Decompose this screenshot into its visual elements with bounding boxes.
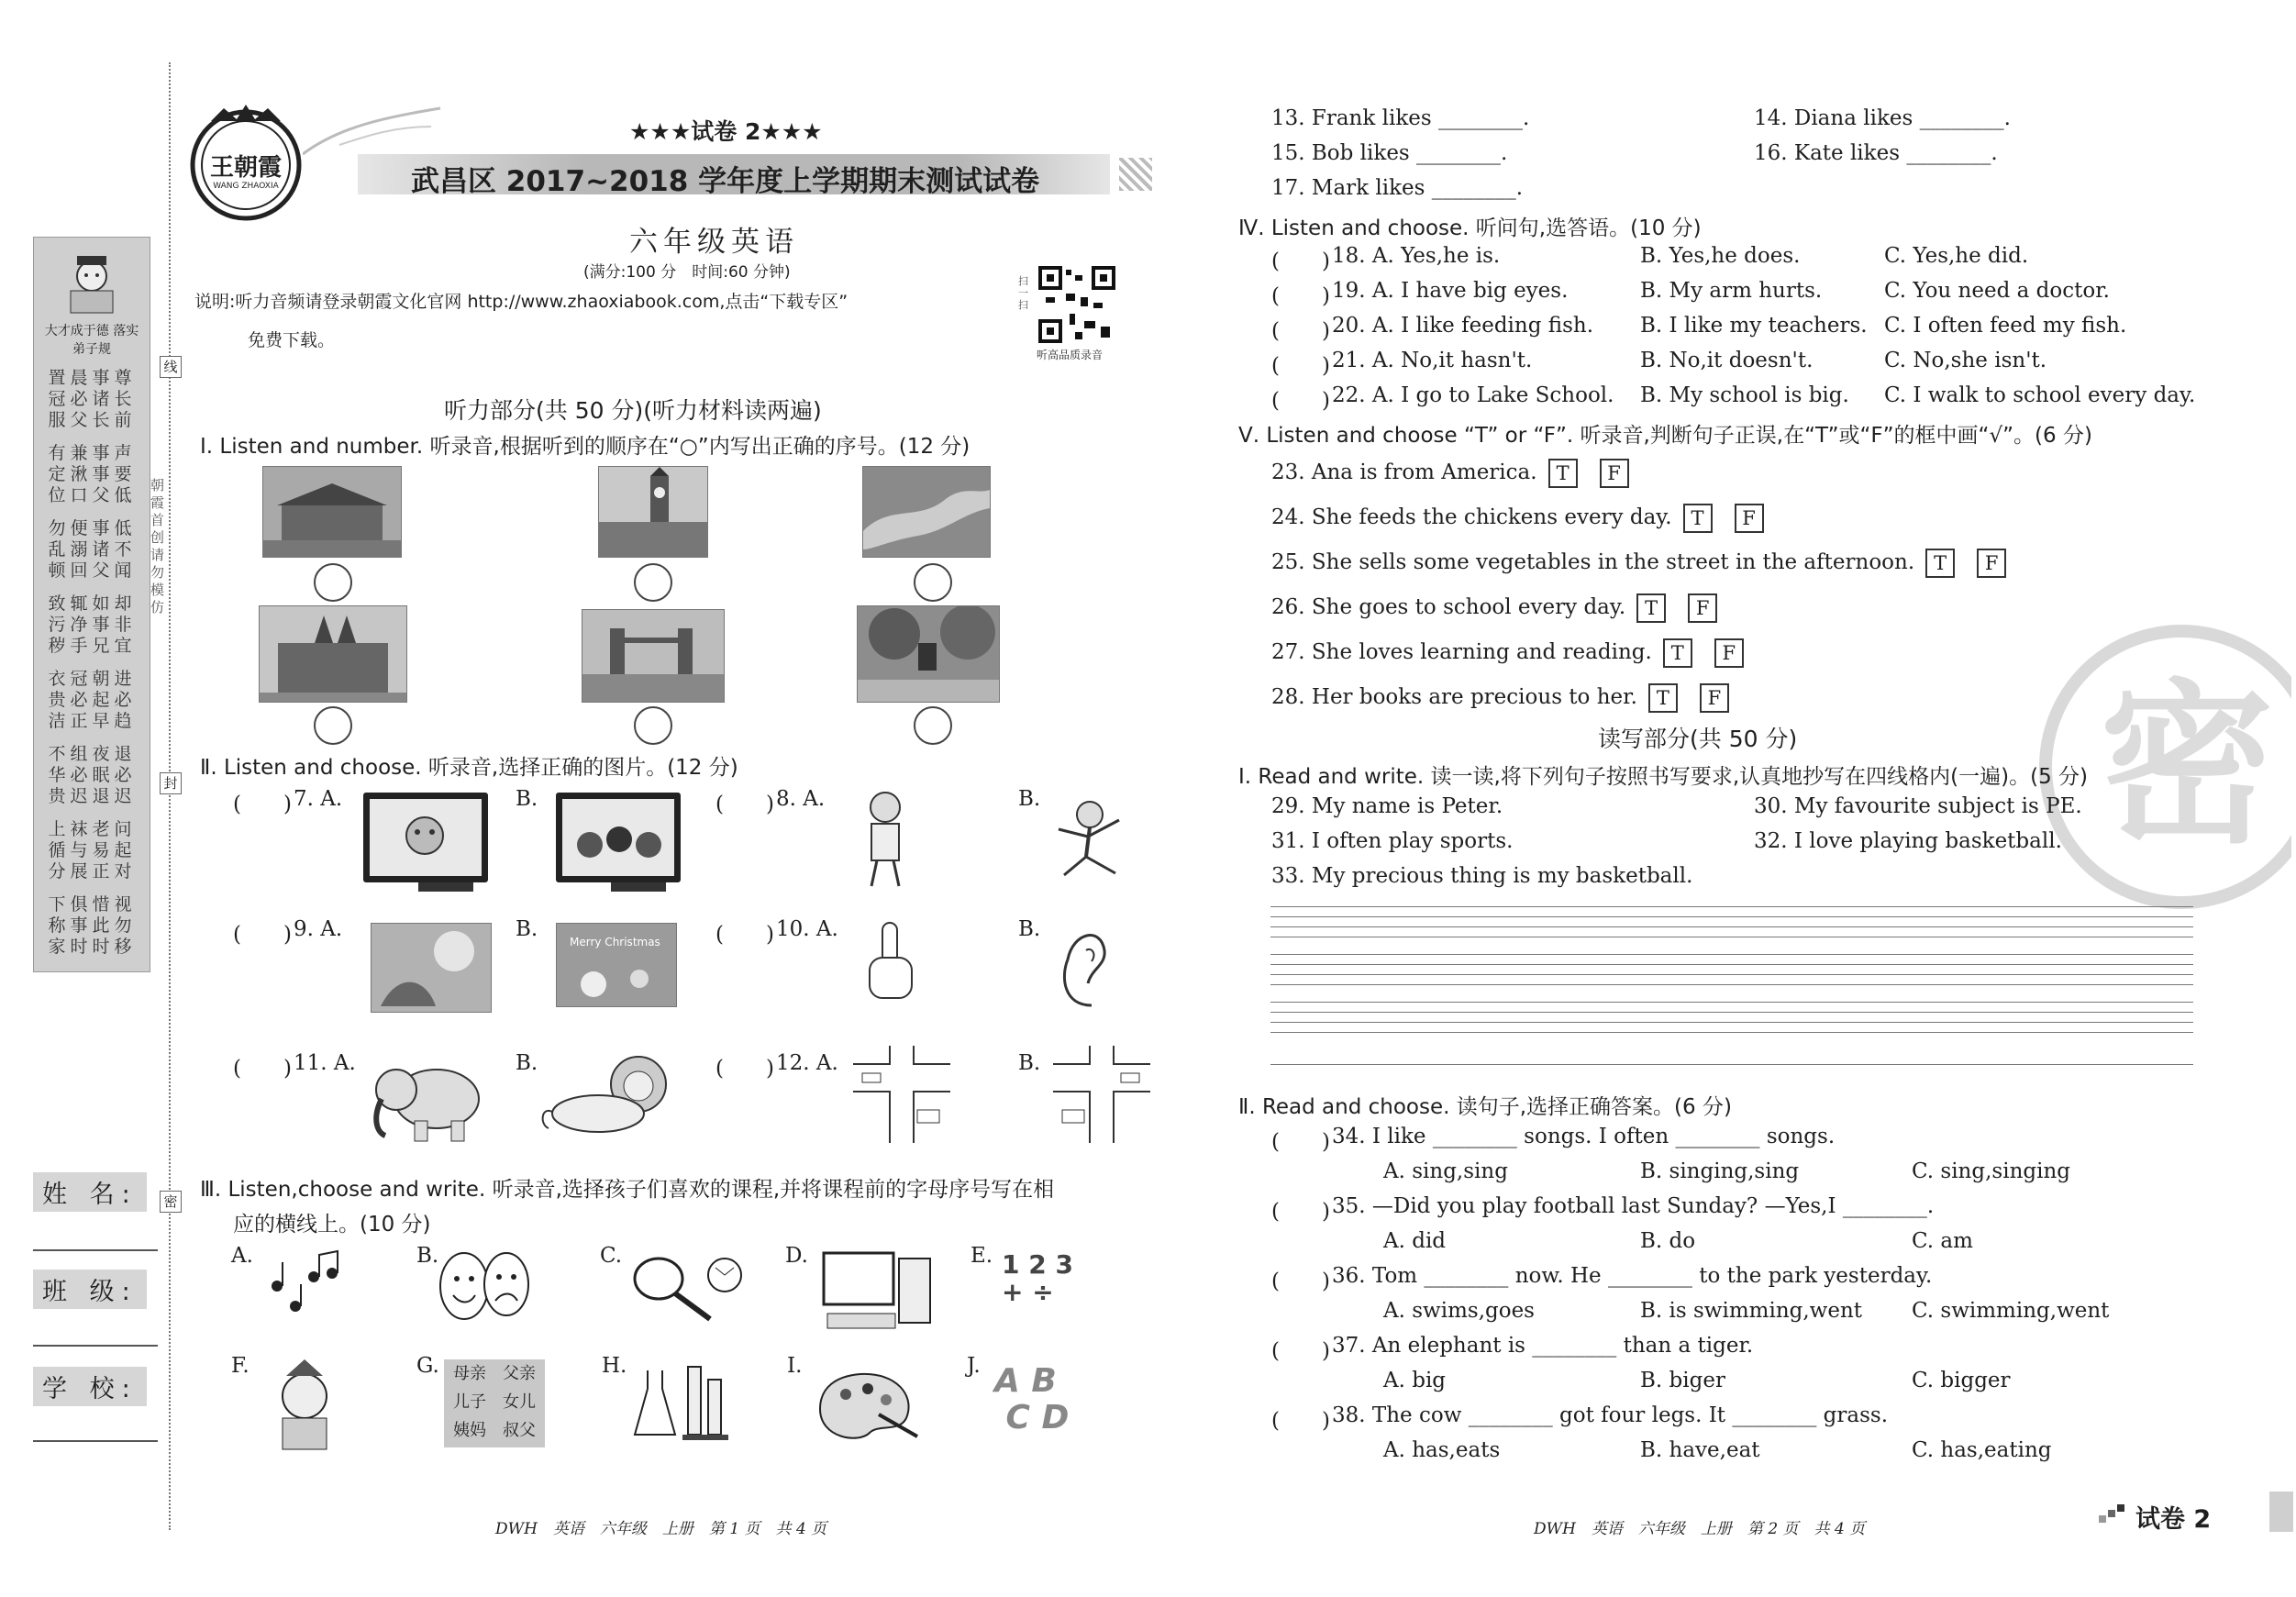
motto-column: 朝起早 — [92, 669, 110, 731]
q37-question: 37. An elephant is ________ than a tiger. — [1332, 1334, 1754, 1358]
motto-column: 低不闻 — [114, 518, 132, 581]
q22-option-b[interactable]: B. My school is big. — [1640, 383, 1849, 407]
rw-section-2-title: Ⅱ. Read and choose. 读句子,选择正确答案。(6 分) — [1238, 1095, 1732, 1119]
tf-row-27 — [1271, 638, 1744, 668]
school-line[interactable] — [33, 1440, 158, 1442]
q20-option-c[interactable]: C. I often feed my fish. — [1884, 314, 2127, 338]
motto-column: 置冠服 — [48, 368, 66, 430]
writing-line[interactable] — [1270, 984, 2193, 985]
s3-letter-e: E. — [971, 1244, 993, 1268]
binding-strip — [33, 237, 150, 972]
cut-line — [169, 62, 171, 1530]
q9-blank[interactable]: ( ) — [233, 923, 292, 947]
s3-letter-i: I. — [787, 1354, 803, 1378]
writing-line[interactable] — [1270, 1022, 2193, 1023]
cut-mark-mi: 密 — [160, 1191, 182, 1213]
false-box[interactable]: F — [1735, 504, 1764, 533]
photo-great-wall — [862, 466, 991, 558]
q34-option-a[interactable]: A. sing,sing — [1383, 1159, 1508, 1183]
brand-subname: WANG ZHAOXIA — [213, 182, 279, 191]
vertical-notice: 朝霞首创 请勿模仿 — [150, 477, 165, 616]
music-notes-icon — [259, 1249, 350, 1314]
class-label: 班 级: — [33, 1270, 147, 1309]
true-box[interactable]: T — [1636, 593, 1666, 623]
q31-sentence: 31. I often play sports. — [1271, 829, 1514, 853]
q9-a-mid-autumn-card — [371, 923, 492, 1013]
answer-circle-1[interactable] — [314, 563, 352, 602]
q10-a-finger-icon — [860, 921, 925, 1004]
true-box[interactable]: T — [1925, 549, 1955, 578]
brand-name: 王朝霞 — [209, 154, 282, 182]
listening-header: 听力部分(共 50 分)(听力材料读两遍) — [444, 397, 822, 424]
q35-option-c[interactable]: C. am — [1912, 1229, 1973, 1253]
q8-b-label: B. — [1018, 787, 1041, 811]
q35-blank[interactable]: ( ) — [1271, 1200, 1330, 1224]
motto-column: 衣贵洁 — [48, 669, 66, 731]
q34-option-b[interactable]: B. singing,sing — [1640, 1159, 1800, 1183]
writing-line[interactable] — [1270, 1012, 2193, 1013]
motto-column: 不华贵 — [48, 744, 66, 806]
q38-option-c[interactable]: C. has,eating — [1912, 1438, 2052, 1462]
q22-option-c[interactable]: C. I walk to school every day. — [1884, 383, 2196, 407]
true-box[interactable]: T — [1648, 683, 1678, 713]
q19-option-a[interactable]: 19. A. I have big eyes. — [1332, 279, 1569, 303]
tf-statement: 23. Ana is from America. — [1271, 460, 1537, 484]
q36-option-c[interactable]: C. swimming,went — [1912, 1299, 2110, 1323]
motto-column: 上循分 — [48, 819, 66, 882]
writing-line[interactable] — [1270, 964, 2193, 965]
q9-number: 9. A. — [294, 917, 343, 941]
qr-caption: 听高品质录音 — [1037, 349, 1104, 361]
q11-number: 11. A. — [294, 1051, 356, 1075]
true-box[interactable]: T — [1683, 504, 1713, 533]
scholar-cartoon — [47, 250, 137, 315]
false-box[interactable]: F — [1688, 593, 1717, 623]
false-box[interactable]: F — [1714, 638, 1744, 668]
s3-letter-d: D. — [785, 1244, 808, 1268]
motto-column: 下称家 — [48, 894, 66, 957]
writing-line[interactable] — [1270, 954, 2193, 955]
q11-b-label: B. — [516, 1051, 538, 1075]
q9-b-label: B. — [516, 917, 538, 941]
note-line-2: 免费下载。 — [248, 330, 336, 350]
q12-b-road-map-icon — [1053, 1046, 1150, 1143]
motto-column: 便溺回 — [70, 518, 88, 581]
q8-blank[interactable]: ( ) — [715, 793, 774, 816]
q22-option-a[interactable]: 22. A. I go to Lake School. — [1332, 383, 1614, 407]
abcd-letters-icon: A B C D — [994, 1362, 1070, 1436]
drama-masks-icon — [437, 1244, 532, 1326]
q10-b-ear-icon — [1055, 923, 1110, 1011]
qr-code-icon — [1038, 266, 1115, 343]
motto-column: 退必迟 — [114, 744, 132, 806]
q37-option-b[interactable]: B. biger — [1640, 1369, 1725, 1392]
answer-circle-6[interactable] — [914, 706, 952, 745]
q21-option-b[interactable]: B. No,it doesn't. — [1640, 349, 1814, 372]
motto-column: 视勿移 — [114, 894, 132, 957]
section-3-title-line-2: 应的横线上。(10 分) — [233, 1213, 431, 1237]
q20-option-b[interactable]: B. I like my teachers. — [1640, 314, 1868, 338]
writing-line[interactable] — [1270, 906, 2193, 907]
motto-column: 尊长前 — [114, 368, 132, 430]
school-label: 学 校: — [33, 1367, 147, 1406]
section-5-title: Ⅴ. Listen and choose “T” or “F”. 听录音,判断句子正误,在“T”或“F”的框中画“√”。(6 分) — [1238, 424, 2092, 448]
tf-statement: 24. She feeds the chickens every day. — [1271, 505, 1672, 529]
q8-a-tiger-icon — [844, 787, 926, 888]
motto-column: 事事父 — [92, 443, 110, 505]
motto-column: 兼湫口 — [70, 443, 88, 505]
q18-option-b[interactable]: B. Yes,he does. — [1640, 244, 1801, 268]
svg-text:Merry Christmas: Merry Christmas — [570, 936, 660, 948]
chinese-card-row-3: 姨妈 叔父 — [453, 1421, 536, 1440]
tennis-racket-icon — [627, 1251, 747, 1325]
title-pattern — [1119, 158, 1152, 191]
q20-option-a[interactable]: 20. A. I like feeding fish. — [1332, 314, 1594, 338]
s3-letter-f: F. — [231, 1354, 250, 1378]
q8-b-tiger-running-icon — [1046, 793, 1137, 884]
motto-column: 事诸长 — [92, 368, 110, 430]
q36-question: 36. Tom ________ now. He ________ to the park yesterday. — [1332, 1264, 1933, 1288]
corner-tab — [2269, 1492, 2293, 1532]
motto-column: 致污秽 — [48, 593, 66, 656]
answer-circle-3[interactable] — [914, 563, 952, 602]
q29-sentence: 29. My name is Peter. — [1271, 794, 1503, 818]
q37-option-a[interactable]: A. big — [1383, 1369, 1447, 1392]
q35-option-a[interactable]: A. did — [1383, 1229, 1447, 1253]
q19-option-c[interactable]: C. You need a doctor. — [1884, 279, 2110, 303]
corner-paper-label: 试卷 2 — [2135, 1505, 2212, 1534]
q22-blank[interactable]: ( ) — [1271, 389, 1330, 413]
tf-row-24 — [1271, 504, 1764, 533]
motto-column: 有定位 — [48, 443, 66, 505]
q10-blank[interactable]: ( ) — [715, 923, 774, 947]
q12-b-label: B. — [1018, 1051, 1041, 1075]
s3-letter-g: G. — [416, 1354, 439, 1378]
q10-b-label: B. — [1018, 917, 1041, 941]
section-3-title-line-1: Ⅲ. Listen,choose and write. 听录音,选择孩子们喜欢的课程,并将课程前的字母序号写在相 — [200, 1178, 1055, 1202]
q12-blank[interactable]: ( ) — [715, 1057, 774, 1081]
s3-letter-h: H. — [602, 1354, 627, 1378]
q38-option-a[interactable]: A. has,eats — [1383, 1438, 1501, 1462]
q19-blank[interactable]: ( ) — [1271, 284, 1330, 308]
exam-meta: (满分:100 分 时间:60 分钟) — [583, 263, 791, 282]
motto-column: 声要低 — [114, 443, 132, 505]
q33-sentence: 33. My precious thing is my basketball. — [1271, 864, 1693, 888]
chinese-vocab-card — [444, 1359, 545, 1447]
q35-option-b[interactable]: B. do — [1640, 1229, 1696, 1253]
name-label: 姓 名: — [33, 1172, 147, 1212]
note-line-1: 说明:听力音频请登录朝霞文化官网 http://www.zhaoxiabook.com,点击“下载专区” — [194, 292, 849, 312]
q7-b-tv-icon — [556, 793, 681, 882]
cut-mark-xian: 线 — [160, 356, 182, 378]
motto-column: 惜此时 — [92, 894, 110, 957]
motto-column: 勿乱顿 — [48, 518, 66, 581]
corner-squares-icon — [2099, 1504, 2126, 1526]
tf-row-28 — [1271, 683, 1729, 713]
writing-line[interactable] — [1270, 926, 2193, 927]
motto-column: 进必趋 — [114, 669, 132, 731]
q11-blank[interactable]: ( ) — [233, 1057, 292, 1081]
motto-column: 组必迟 — [70, 744, 88, 806]
q7-blank[interactable]: ( ) — [233, 793, 292, 816]
motto-column: 俱事时 — [70, 894, 88, 957]
q38-blank[interactable]: ( ) — [1271, 1409, 1330, 1433]
q18-option-c[interactable]: C. Yes,he did. — [1884, 244, 2029, 268]
reading-writing-header: 读写部分(共 50 分) — [1598, 726, 1798, 752]
q37-option-c[interactable]: C. bigger — [1912, 1369, 2011, 1392]
photo-park-statue — [857, 605, 1000, 703]
photo-big-ben — [598, 466, 708, 558]
q10-number: 10. A. — [776, 917, 838, 941]
tf-statement: 25. She sells some vegetables in the street in the afternoon. — [1271, 550, 1915, 574]
q35-question: 35. —Did you play football last Sunday? —Yes,I ________. — [1332, 1194, 1935, 1218]
photo-tower-bridge — [582, 609, 725, 703]
science-flasks-icon — [629, 1361, 741, 1453]
motto-column: 晨必父 — [70, 368, 88, 430]
left-footer: DWH 英语 六年级 上册 第 1 页 共 4 页 — [495, 1520, 827, 1538]
q12-number: 12. A. — [776, 1051, 838, 1075]
art-palette-icon — [815, 1369, 921, 1442]
brand-logo — [183, 101, 308, 226]
q34-question: 34. I like ________ songs. I often ________ songs. — [1332, 1125, 1836, 1148]
q8-number: 8. A. — [776, 787, 826, 811]
photo-museum — [259, 605, 407, 703]
q30-sentence: 30. My favourite subject is PE. — [1754, 794, 2082, 818]
q7-b-label: B. — [516, 787, 538, 811]
q21-blank[interactable]: ( ) — [1271, 354, 1330, 378]
false-box[interactable]: F — [1977, 549, 2006, 578]
tf-row-25 — [1271, 549, 2006, 578]
q20-blank[interactable]: ( ) — [1271, 319, 1330, 343]
answer-circle-4[interactable] — [314, 706, 352, 745]
true-box[interactable]: T — [1663, 638, 1692, 668]
q12-a-road-map-icon — [853, 1046, 950, 1143]
tf-statement: 26. She goes to school every day. — [1271, 595, 1626, 619]
q19-option-b[interactable]: B. My arm hurts. — [1640, 279, 1823, 303]
writing-line[interactable] — [1270, 916, 2193, 917]
s3-letter-j: J. — [967, 1354, 981, 1378]
q7-number: 7. A. — [294, 787, 343, 811]
writing-line[interactable] — [1270, 1064, 2193, 1065]
q13-line: 13. Frank likes ________. — [1271, 106, 1530, 130]
chinese-opera-icon — [259, 1359, 350, 1451]
right-footer: DWH 英语 六年级 上册 第 2 页 共 4 页 — [1534, 1520, 1866, 1538]
q18-option-a[interactable]: 18. A. Yes,he is. — [1332, 244, 1501, 268]
q11-a-elephant-icon — [363, 1053, 492, 1145]
maths-numbers-icon: 1 2 3 + ÷ — [1002, 1249, 1073, 1307]
class-line[interactable] — [33, 1345, 158, 1347]
computer-icon — [820, 1249, 937, 1336]
exam-title: 武昌区 2017~2018 学年度上学期期末测试试卷 — [411, 165, 1040, 198]
true-box[interactable]: T — [1548, 459, 1578, 488]
name-line[interactable] — [33, 1249, 158, 1251]
q37-blank[interactable]: ( ) — [1271, 1339, 1330, 1363]
photo-palace — [262, 466, 402, 558]
answer-circle-2[interactable] — [634, 563, 672, 602]
false-box[interactable]: F — [1600, 459, 1629, 488]
q7-a-tv-icon — [363, 793, 488, 882]
chinese-card-row-2: 儿子 女儿 — [453, 1392, 536, 1412]
q18-blank[interactable]: ( ) — [1271, 250, 1330, 273]
section-1-title: Ⅰ. Listen and number. 听录音,根据听到的顺序在“○”内写出正确的序号。(12 分) — [200, 435, 971, 459]
motto-column: 如事兄 — [92, 593, 110, 656]
q7-b-tv-stand — [611, 882, 666, 892]
q32-sentence: 32. I love playing basketball. — [1754, 829, 2062, 853]
qr-code[interactable] — [1038, 266, 1115, 343]
q14-line: 14. Diana likes ________. — [1754, 106, 2011, 130]
q36-option-a[interactable]: A. swims,goes — [1383, 1299, 1535, 1323]
q36-option-b[interactable]: B. is swimming,went — [1640, 1299, 1863, 1323]
section-4-title: Ⅳ. Listen and choose. 听问句,选答语。(10 分) — [1238, 216, 1702, 240]
writing-line[interactable] — [1270, 1002, 2193, 1003]
motto-column: 夜眠退 — [92, 744, 110, 806]
q16-line: 16. Kate likes ________. — [1754, 141, 1998, 165]
tf-statement: 28. Her books are precious to her. — [1271, 685, 1637, 709]
q36-blank[interactable]: ( ) — [1271, 1270, 1330, 1293]
s3-letter-b: B. — [416, 1244, 439, 1268]
watermark-text: 密 — [2099, 662, 2274, 867]
motto-column: 袜与展 — [70, 819, 88, 882]
false-box[interactable]: F — [1700, 683, 1729, 713]
q34-option-c[interactable]: C. sing,singing — [1912, 1159, 2070, 1183]
rw-section-1-title: Ⅰ. Read and write. 读一读,将下列句子按照书写要求,认真地抄写在四线格内(一遍)。(5 分) — [1238, 765, 2088, 789]
tf-row-26 — [1271, 593, 1717, 623]
motto-column: 冠必正 — [70, 669, 88, 731]
s3-letter-c: C. — [600, 1244, 623, 1268]
subject-title: 六年级英语 — [629, 226, 799, 259]
section-2-title: Ⅱ. Listen and choose. 听录音,选择正确的图片。(12 分) — [200, 756, 738, 780]
q38-question: 38. The cow ________ got four legs. It ________ grass. — [1332, 1403, 1889, 1427]
q38-option-b[interactable]: B. have,eat — [1640, 1438, 1760, 1462]
tf-row-23 — [1271, 459, 1629, 488]
q9-b-christmas-card — [556, 923, 677, 1007]
answer-circle-5[interactable] — [634, 706, 672, 745]
motto-column: 事诸父 — [92, 518, 110, 581]
qr-left-caption: 扫一扫 — [1018, 275, 1028, 311]
paper-number: ★★★试卷 2★★★ — [629, 118, 823, 145]
q21-option-a[interactable]: 21. A. No,it hasn't. — [1332, 349, 1533, 372]
motto-column: 辄净手 — [70, 593, 88, 656]
cut-mark-feng: 封 — [160, 772, 182, 794]
q11-b-lion-icon — [538, 1051, 675, 1143]
writing-line[interactable] — [1270, 1032, 2193, 1033]
motto-column: 老易正 — [92, 819, 110, 882]
sidebar-motto: 大才成于德 落实弟子规 — [44, 324, 139, 357]
q15-line: 15. Bob likes ________. — [1271, 141, 1508, 165]
q7-a-tv-stand — [418, 882, 473, 892]
motto-grid — [47, 368, 139, 955]
q21-option-c[interactable]: C. No,she isn't. — [1884, 349, 2047, 372]
q17-line: 17. Mark likes ________. — [1271, 176, 1524, 200]
motto-column: 却非宜 — [114, 593, 132, 656]
motto-column: 问起对 — [114, 819, 132, 882]
chinese-card-row-1: 母亲 父亲 — [453, 1364, 536, 1383]
q34-blank[interactable]: ( ) — [1271, 1130, 1330, 1154]
writing-line[interactable] — [1270, 974, 2193, 975]
tf-statement: 27. She loves learning and reading. — [1271, 640, 1652, 664]
s3-letter-a: A. — [231, 1244, 253, 1268]
